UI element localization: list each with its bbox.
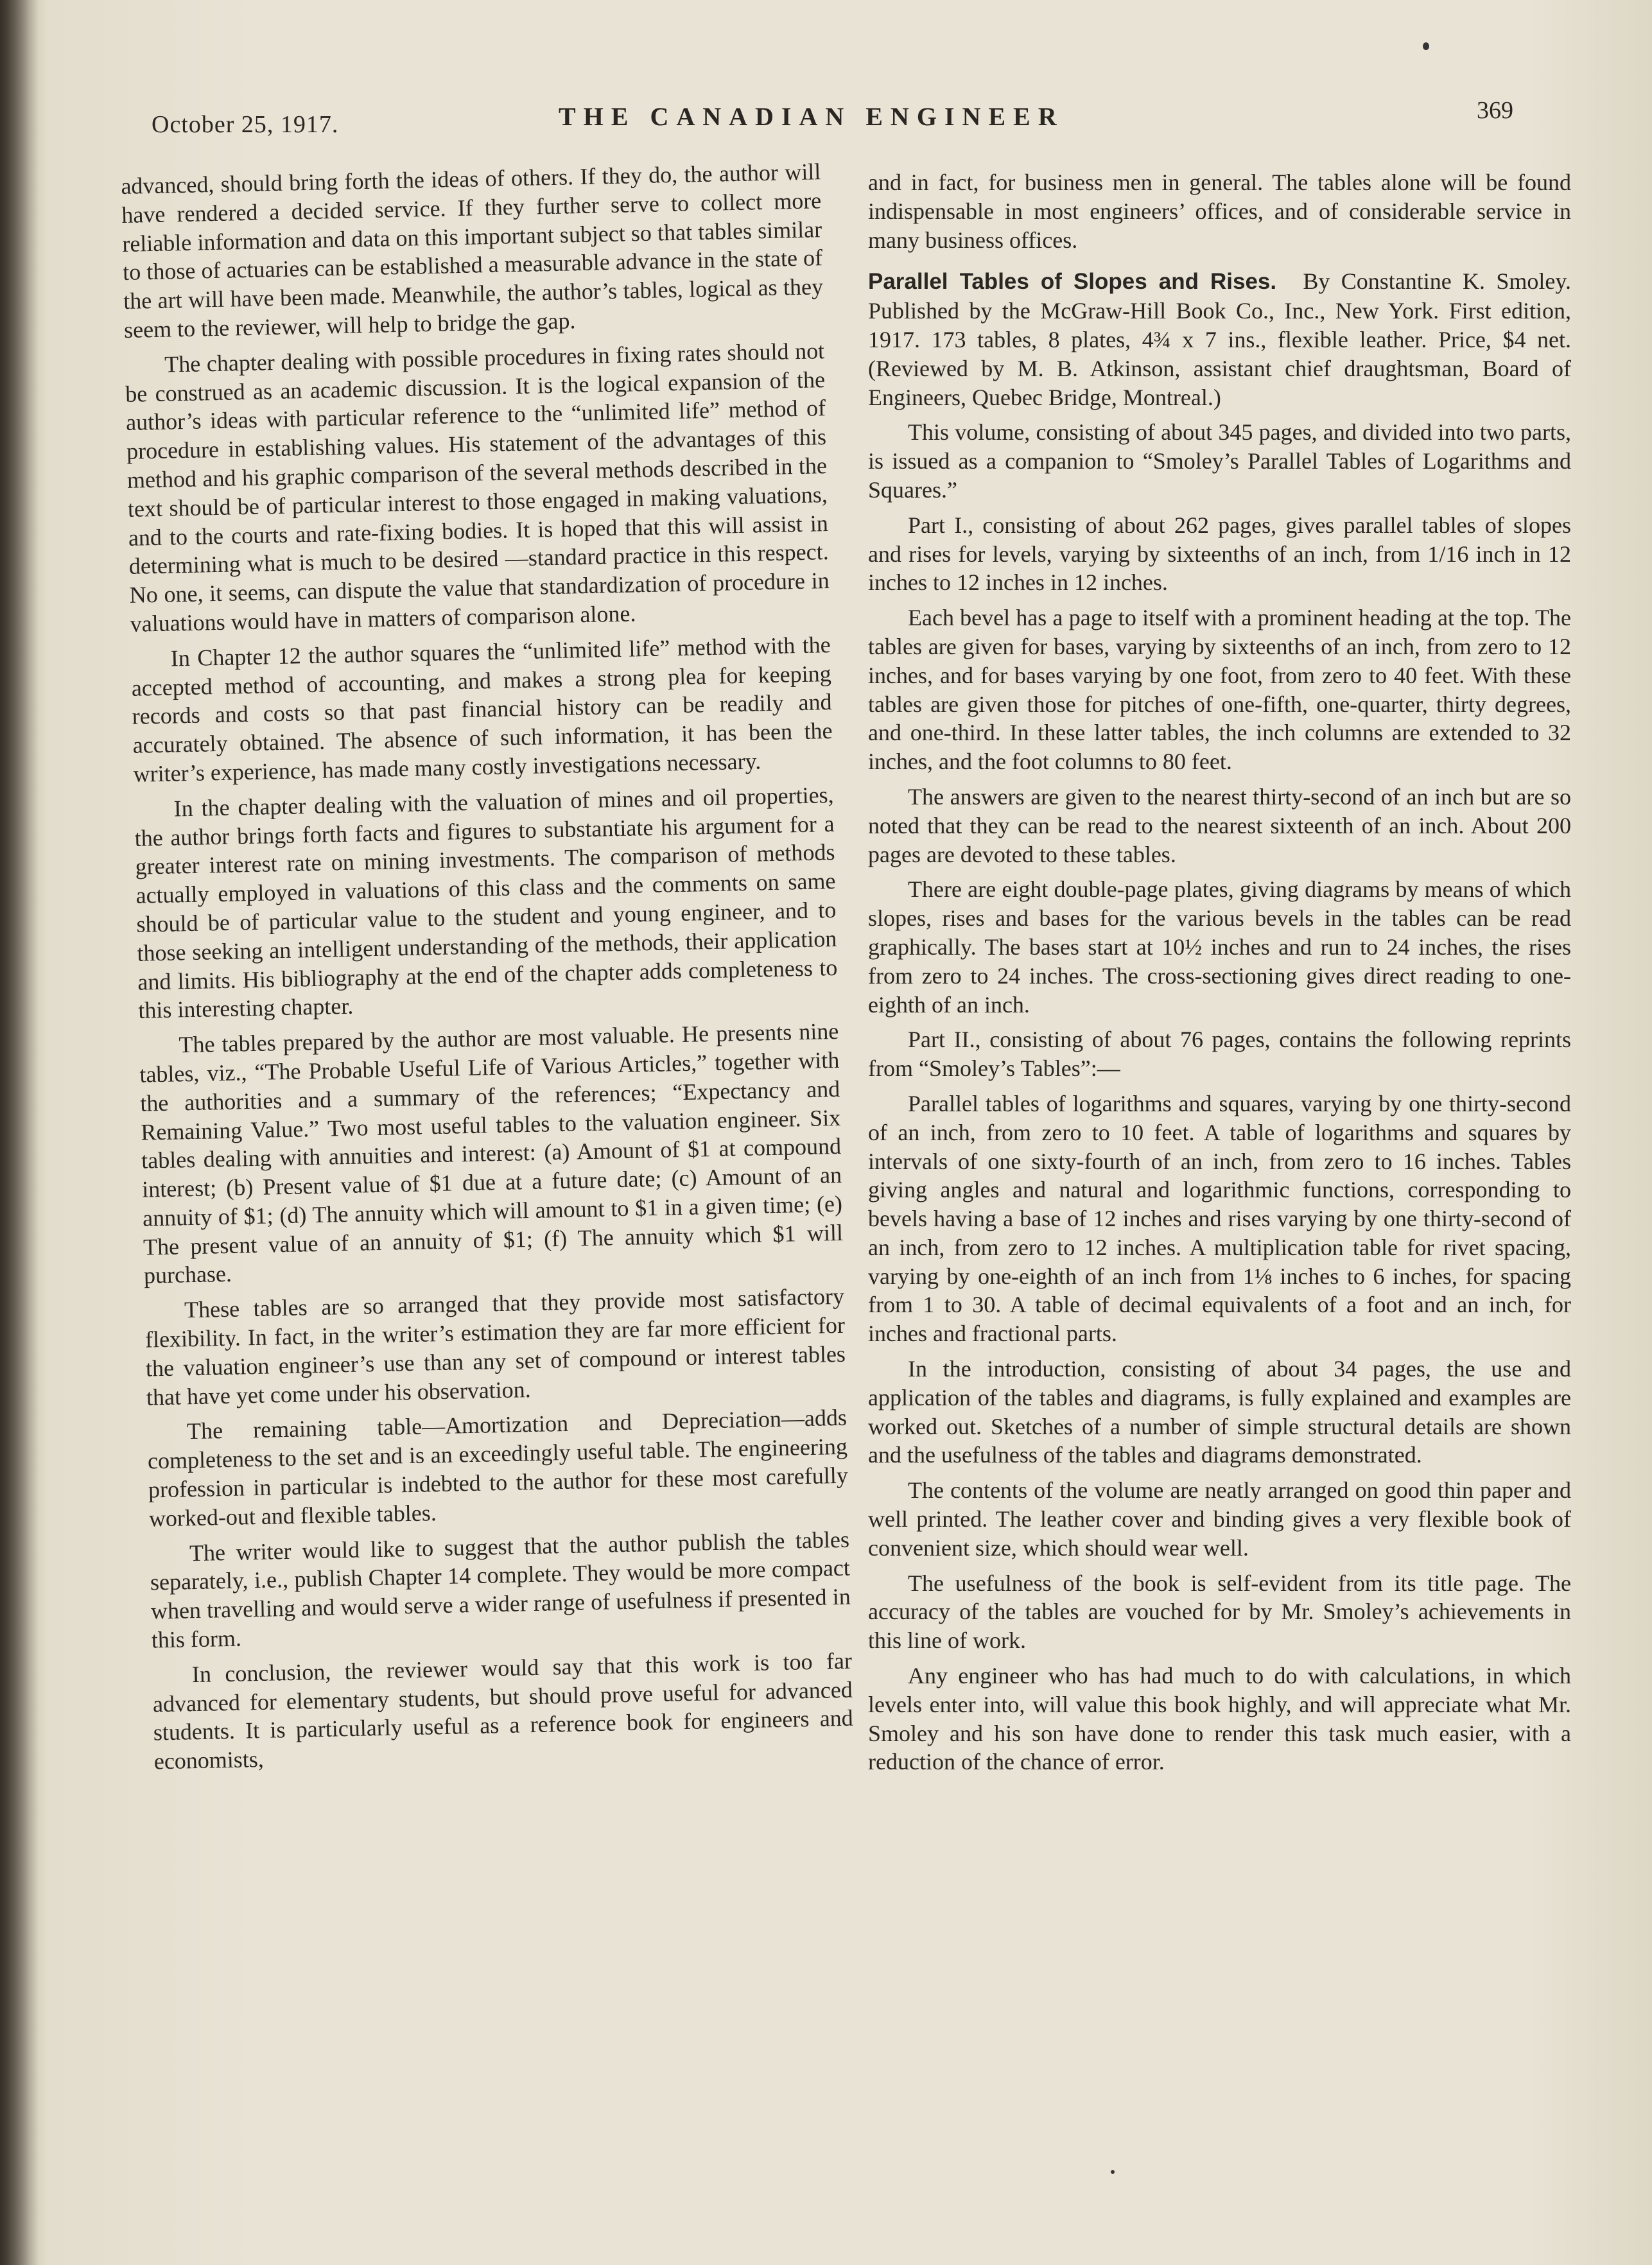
left-paragraph: In conclusion, the reviewer would say that this work is too far advanced for elementary students, but should prove useful for advanced students. It is particularly useful as a reference book for engineers and economists, [152,1647,854,1775]
right-paragraph: The usefulness of the book is self-evident from its title page. The accuracy of the tables are vouched for by Mr. Smoley’s achievements in this line of work. [868,1570,1571,1654]
binding-shadow [0,0,39,2265]
ink-speck [1423,42,1429,50]
issue-date: October 25, 1917. [152,111,339,138]
right-paragraph: There are eight double-page plates, giving diagrams by means of which slopes, rises and bases for the various bevels in the tables can be read graphically. The bases start at 10½ inches and run to 24 inches, the rises from zero to 24 inches. The cross-sectioning gives direct reading to one-eighth of an inch. [868,876,1571,1018]
journal-title: THE CANADIAN ENGINEER [559,102,1065,131]
right-column [868,168,1571,1776]
left-paragraph: The tables prepared by the author are most valuable. He presents nine tables, viz., “The Probable Useful Life of Various Articles,” together with the authorities and a summary of the references; “Expectancy and Remaining Value.” Two most useful tables to the valuation engineer. Six tables dealing with annuities and interest: (a) Amount of $1 at compound interest; (b) Present value of $1 due at a future date; (c) Amount of an annuity of $1; (d) The annuity which will amount to $1 in a given time; (e) The present value of an annuity of $1; (f) The annuity which $1 will purchase. [139,1018,844,1289]
right-intro-paragraph: and in fact, for business men in general. The tables alone will be found indispensable in most engineers’ offices, and of considerable service in many business offices. [868,169,1571,253]
left-paragraph: In the chapter dealing with the valuation of mines and oil properties, the author brings forth facts and figures to substantiate his argument for a greater interest rate on mining investments. The comparison of methods actually employed in valuations of this class and the comments on same should be of particular value to the student and young engineer, and to those seeking an intelligent understanding of the methods, their application and limits. His bibliography at the end of the chapter adds completeness to this interesting chapter. [134,781,838,1024]
left-paragraph: advanced, should bring forth the ideas of others. If they do, the author will have rendered a decided service. If they further serve to collect more reliable information and data on this important subject so that tables similar to those of actuaries can be established a measurable advance in the state of the art will have been made. Meanwhile, the author’s tables, logical as they seem to the reviewer, will help to bridge the gap. [121,159,824,343]
right-paragraph: Each bevel has a page to itself with a prominent heading at the top. The tables are given for bases, varying by sixteenths of an inch, from zero to 12 inches, and for bases varying by one foot, from zero to 40 feet. With these tables are given those for pitches of one-fifth, one-quarter, thirty degrees, and one-third. In these latter tables, the inch columns are extended to 32 inches, and the foot columns to 80 feet. [868,605,1571,775]
right-paragraph: This volume, consisting of about 345 pages, and divided into two parts, is issued as a companion to “Smoley’s Parallel Tables of Logarithms and Squares.” [868,419,1571,503]
left-paragraph: The writer would like to suggest that the author publish the tables separately, i.e., publish Chapter 14 complete. They would be more compact when travelling and would serve a wider range of usefulness if presented in this form. [150,1526,851,1653]
right-paragraph: The contents of the volume are neatly arranged on good thin paper and well printed. The leather cover and binding gives a very flexible book of convenient size, which should wear well. [868,1477,1571,1561]
right-paragraph: Part II., consisting of about 76 pages, contains the following reprints from “Smoley’s Tables”:— [868,1027,1571,1082]
right-paragraph: Part I., consisting of about 262 pages, gives parallel tables of slopes and rises for levels, varying by sixteenths of an inch, from 1/16 inch in 12 inches to 12 inches in 12 inches. [868,512,1571,596]
left-column [121,157,854,1776]
left-paragraph: In Chapter 12 the author squares the “unlimited life” method with the accepted method of accounting, and makes a strong plea for keeping records and costs so that past financial history can be readily and accurately obtained. The absence of such information, it has been the writer’s experience, has made many costly investigations necessary. [131,631,833,787]
right-paragraph: The answers are given to the nearest thirty-second of an inch but are so noted that they can be read to the nearest sixteenth of an inch. About 200 pages are devoted to these tables. [868,783,1571,867]
left-paragraph: The remaining table—Amortization and Depreciation—adds completeness to the set and is an exceedingly useful table. The engineering profession in particular is indebted to the author for these most carefully worked-out and flexible tables. [147,1405,849,1532]
ink-speck [1111,2170,1115,2174]
review-heading [868,267,1571,412]
review-byline: By Constantine K. Smoley. Published by the McGraw-Hill Book Co., Inc., New York. First edition, 1917. 173 tables, 8 plates, 4¾ x 7 ins., flexible leather. Price, $4 net. (Reviewed by M. B. Atkinson, assistant chief draughtsman, Board of Engineers, Quebec Bridge, Montreal.) [868,268,1571,410]
right-paragraph: Any engineer who has had much to do with calculations, in which levels enter into, will value this book highly, and will appreciate what Mr. Smoley and his son have done to render this task much easier, with a reduction of the chance of error. [868,1663,1571,1775]
left-paragraph: The chapter dealing with possible procedures in fixing rates should not be construed as an academic discussion. It is the logical expansion of the author’s ideas with particular reference to the “unlimited life” method of procedure in establishing values. His statement of the advantages of this method and his graphic comparison of the several methods described in the text should be of particular interest to those engaged in making valuations, and to the courts and rate-fixing bodies. It is hoped that this will assist in determining what is much to be desired —standard practice in this respect. No one, it seems, can dispute the value that standardization of procedure in valuations would have in matters of comparison alone. [125,337,830,637]
right-paragraph: Parallel tables of logarithms and squares, varying by one thirty-second of an inch, from zero to 10 feet. A table of logarithms and squares by intervals of one sixty-fourth of an inch, from zero to 16 inches. Tables giving angles and natural and logarithmic functions, corresponding to bevels having a base of 12 inches and rises varying by one thirty-second of an inch, from zero to 12 inches. A multiplication table for rivet spacing, varying by one-eighth of an inch from 1⅛ inches to 6 inches, for spacing from 1 to 30. A table of decimal equivalents of a foot and an inch, for inches and fractional parts. [868,1090,1571,1347]
right-paragraph: In the introduction, consisting of about 34 pages, the use and application of the tables and diagrams, is fully explained and examples are worked out. Sketches of a number of simple structural details are shown and the usefulness of the tables and diagrams demonstrated. [868,1356,1571,1468]
review-book-title: Parallel Tables of Slopes and Rises. [868,269,1277,295]
left-paragraph: These tables are so arranged that they provide most satisfactory flexibility. In fact, in the writer’s estimation they are far more efficient for the valuation engineer’s use than any set of compound or interest tables that have yet come under his observation. [144,1283,846,1410]
page-number: 369 [1477,97,1513,124]
